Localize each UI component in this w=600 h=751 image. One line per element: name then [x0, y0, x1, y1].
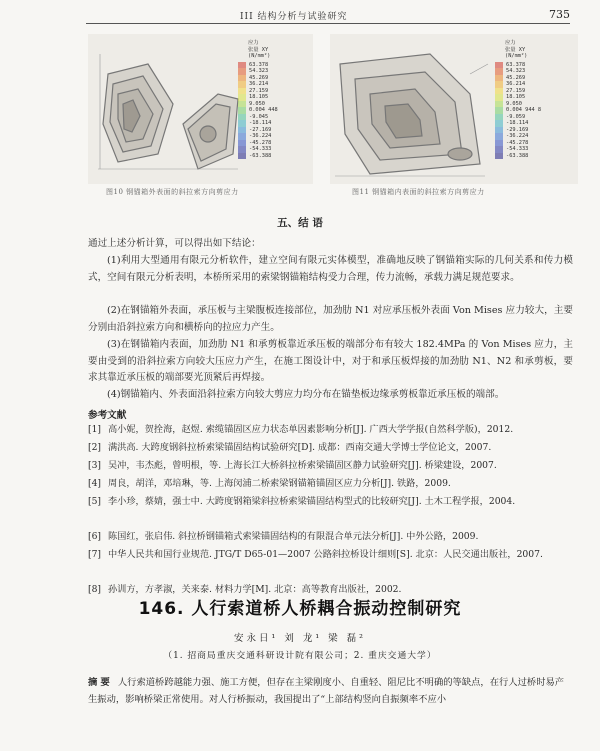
- legend-value: 9.050: [249, 100, 265, 107]
- abstract-text: 人行索道桥跨越能力强、施工方便，但存在主梁刚度小、自重轻、阻尼比不明确的等缺点，在行人过桥时易产生振动，影响桥梁正常使用。对人行桥振动，我国提出了“上部结构竖向自振频率不应小: [88, 677, 565, 705]
- reference-text: 周良，胡洋，邓培琳，等. 上海闵浦二桥索梁钢锚箱锚固区应力分析[J]. 铁路，2009.: [108, 478, 451, 489]
- legend-entry: [495, 153, 575, 160]
- article-abstract: [88, 674, 573, 708]
- legend-value: 18.105: [506, 94, 526, 100]
- legend-value: -63.388: [506, 152, 529, 159]
- legend-values: [495, 62, 575, 160]
- legend-value: -36.224: [249, 133, 272, 139]
- figure-10-caption: 图10 钢锚箱外表面的斜拉索方向剪应力: [106, 188, 239, 196]
- reference-item: [88, 476, 576, 492]
- reference-text: 孙训方，方孝淑，关来泰. 材料力学[M]. 北京：高等教育出版社，2002.: [108, 584, 402, 595]
- page-number: 735: [549, 8, 570, 21]
- abstract-label: 摘 要: [88, 677, 110, 688]
- figure-11: [330, 34, 578, 204]
- header-rule: [86, 23, 570, 24]
- conclusion-1: (1)利用大型通用有限元分析软件，建立空间有限元实体模型，准确地反映了钢锚箱实际的几何关系和传力模式，空间有限元分析表明，本桥所采用的索梁钢锚箱结构受力合理，传力流畅，承载力满足规范要求。: [88, 255, 573, 283]
- legend-value: -54.333: [506, 146, 529, 152]
- legend-value: 36.214: [249, 81, 269, 87]
- reference-number: [6]: [88, 531, 102, 542]
- reference-text: 满洪高. 大跨度钢斜拉桥索梁锚固结构试验研究[D]. 成都：西南交通大学博士学位论文，2007.: [108, 442, 492, 453]
- reference-number: [7]: [88, 549, 102, 560]
- legend-values: [238, 62, 310, 160]
- figure-10: [88, 34, 313, 204]
- legend-value: 0.004 944 8: [506, 107, 542, 113]
- legend-value: -36.224: [506, 133, 529, 139]
- figure-11-legend: [495, 40, 575, 159]
- reference-number: [1]: [88, 424, 102, 435]
- running-header: III 结构分析与试验研究: [240, 12, 348, 22]
- conclusion-intro: 通过上述分析计算，可以得出如下结论：: [88, 238, 261, 249]
- legend-value: -29.169: [506, 126, 529, 133]
- reference-text: 吴冲，韦杰彪，曾明根，等. 上海长江大桥斜拉桥索梁锚固区静力试验研究[J]. 桥梁建设，2007.: [108, 460, 497, 471]
- reference-number: [3]: [88, 460, 102, 471]
- legend-value: -9.045: [249, 113, 269, 120]
- conclusion-4: (4)钢锚箱内、外表面沿斜拉索方向较大剪应力均分布在锚垫板边缘承剪板靠近承压板的端部。: [107, 389, 505, 400]
- legend-value: -63.388: [249, 152, 272, 159]
- legend-value: 54.323: [249, 68, 269, 74]
- references-heading: 参考文献: [88, 410, 127, 421]
- legend-title: 应力 张量 XY (N/mm²): [248, 40, 271, 59]
- reference-number: [2]: [88, 442, 102, 453]
- legend-value: -18.114: [506, 120, 529, 126]
- article-affiliation: （1. 招商局重庆交通科研设计院有限公司；2. 重庆交通大学）: [163, 651, 437, 661]
- conclusion-2: (2)在钢锚箱外表面，承压板与主梁腹板连接部位，加劲肋 N1 对应承压板外表面 Von Mises 应力较大，主要分别由沿斜拉索方向和横桥向的拉应力产生。: [88, 305, 573, 333]
- reference-text: 陈国红，张启伟. 斜拉桥钢锚箱式索梁锚固结构的有限混合单元法分析[J]. 中外公路，2009.: [108, 531, 479, 542]
- reference-text: 李小珍，蔡婧，强士中. 大跨度钢箱梁斜拉桥索梁锚固结构型式的比较研究[J]. 土木工程学报，2004.: [108, 496, 516, 507]
- legend-value: -27.169: [249, 126, 272, 133]
- legend-entry: [238, 153, 310, 160]
- legend-value: -45.278: [506, 139, 529, 146]
- legend-value: 45.269: [249, 74, 269, 81]
- section-title: 五、结 语: [277, 217, 323, 229]
- reference-item: [88, 458, 576, 474]
- reference-number: [4]: [88, 478, 102, 489]
- reference-item: [88, 547, 576, 563]
- legend-value: -54.333: [249, 146, 272, 152]
- legend-value: 54.323: [506, 68, 526, 74]
- article-authors: 安永日¹ 刘 龙¹ 梁 磊²: [233, 633, 366, 644]
- legend-value: 0.004 448: [249, 107, 278, 113]
- figure-11-caption: 图11 钢锚箱内表面的斜拉索方向剪应力: [352, 188, 485, 196]
- legend-value: 36.214: [506, 81, 526, 87]
- reference-item: [88, 440, 576, 456]
- reference-item: [88, 422, 576, 438]
- reference-item: [88, 529, 576, 545]
- legend-swatch: [495, 153, 503, 160]
- article-title: 146. 人行索道桥人桥耦合振动控制研究: [138, 599, 462, 619]
- legend-value: 63.378: [249, 61, 269, 68]
- legend-value: 18.105: [249, 94, 269, 100]
- legend-value: 9.050: [506, 100, 522, 107]
- legend-title: 应力 张量 XY (N/mm²): [505, 40, 528, 59]
- legend-value: -9.059: [506, 113, 526, 120]
- reference-text: 中华人民共和国行业规范. JTG/T D65-01—2007 公路斜拉桥设计细则[S]. 北京：人民交通出版社，2007.: [108, 549, 543, 560]
- reference-text: 高小妮，贺拴海，赵煜. 索缆锚固区应力状态单因素影响分析[J]. 广西大学学报(自然科学版)，2012.: [108, 424, 514, 435]
- legend-value: 27.159: [249, 87, 269, 94]
- legend-swatch: [238, 153, 246, 160]
- legend-value: -45.278: [249, 139, 272, 146]
- figure-10-legend: [238, 40, 310, 159]
- legend-value: 63.378: [506, 61, 526, 68]
- conclusion-3: (3)在钢锚箱内表面，加劲肋 N1 和承剪板靠近承压板的端部分布有较大 182.4MPa 的 Von Mises 应力，主要由受到的沿斜拉索方向较大压应力产生，在施工图设计中，对于和承压板焊接的加劲肋 N1、N2 和承剪板，要求其靠近承压板的端部要光顶紧后再焊接。: [88, 339, 573, 383]
- legend-value: -18.114: [249, 120, 272, 126]
- legend-value: 45.269: [506, 74, 526, 81]
- legend-value: 27.159: [506, 87, 526, 94]
- reference-item: [88, 494, 576, 510]
- reference-number: [8]: [88, 584, 102, 595]
- reference-number: [5]: [88, 496, 102, 507]
